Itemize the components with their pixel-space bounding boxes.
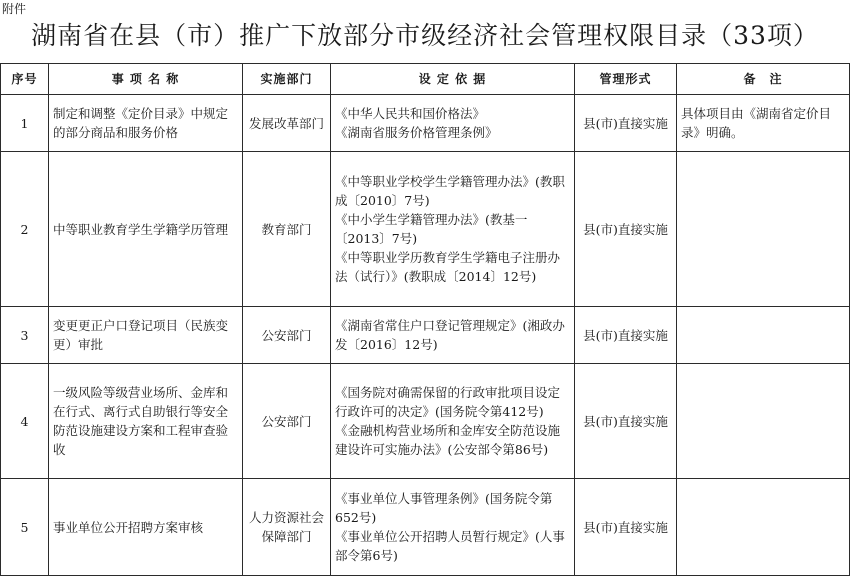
table-row	[1, 307, 850, 364]
legal-basis	[331, 364, 575, 479]
header-dept: 实施部门	[243, 64, 331, 95]
row-number: 1	[1, 95, 49, 152]
header-note: 备 注	[677, 64, 850, 95]
legal-basis	[331, 307, 575, 364]
item-name: 事业单位公开招聘方案审核	[49, 479, 243, 576]
basis-line: 《事业单位公开招聘人员暂行规定》(人事部令第6号)	[335, 529, 565, 563]
basis-line: 《湖南省服务价格管理条例》	[335, 125, 498, 140]
header-mode: 管理形式	[575, 64, 677, 95]
legal-basis	[331, 95, 575, 152]
implementing-department: 公安部门	[243, 364, 331, 479]
attachment-label: 附件	[2, 2, 27, 16]
header-basis: 设 定 依 据	[331, 64, 575, 95]
implementing-department: 人力资源社会保障部门	[243, 479, 331, 576]
remark	[677, 152, 850, 307]
basis-line: 《金融机构营业场所和金库安全防范设施建设许可实施办法》(公安部令第86号)	[335, 423, 561, 457]
basis-line: 《中等职业学校学生学籍管理办法》(教职成〔2010〕7号)	[335, 174, 565, 208]
row-number: 3	[1, 307, 49, 364]
item-name: 一级风险等级营业场所、金库和在行式、离行式自助银行等安全防范设施建设方案和工程审查验收	[49, 364, 243, 479]
remark	[677, 364, 850, 479]
table-row	[1, 152, 850, 307]
catalog-table	[0, 63, 850, 576]
header-no: 序号	[1, 64, 49, 95]
table-header-row	[1, 64, 850, 95]
legal-basis	[331, 152, 575, 307]
legal-basis	[331, 479, 575, 576]
basis-line: 《中小学生学籍管理办法》(教基一〔2013〕7号)	[335, 212, 528, 246]
management-mode: 县(市)直接实施	[575, 479, 677, 576]
basis-line: 《中华人民共和国价格法》	[335, 106, 486, 121]
management-mode: 县(市)直接实施	[575, 95, 677, 152]
item-name: 变更更正户口登记项目（民族变更）审批	[49, 307, 243, 364]
basis-line: 《国务院对确需保留的行政审批项目设定行政许可的决定》(国务院令第412号)	[335, 385, 561, 419]
table-row	[1, 364, 850, 479]
row-number: 2	[1, 152, 49, 307]
implementing-department: 教育部门	[243, 152, 331, 307]
management-mode: 县(市)直接实施	[575, 307, 677, 364]
table-row	[1, 479, 850, 576]
implementing-department: 发展改革部门	[243, 95, 331, 152]
item-name: 制定和调整《定价目录》中规定的部分商品和服务价格	[49, 95, 243, 152]
remark: 具体项目由《湖南省定价目录》明确。	[677, 95, 850, 152]
header-item: 事 项 名 称	[49, 64, 243, 95]
basis-line: 《事业单位人事管理条例》(国务院令第652号)	[335, 491, 553, 525]
basis-line: 《中等职业学历教育学生学籍电子注册办法（试行）》(教职成〔2014〕12号)	[335, 250, 561, 284]
row-number: 5	[1, 479, 49, 576]
document-title: 湖南省在县（市）推广下放部分市级经济社会管理权限目录（33项）	[31, 21, 819, 50]
item-name: 中等职业教育学生学籍学历管理	[49, 152, 243, 307]
management-mode: 县(市)直接实施	[575, 152, 677, 307]
remark	[677, 307, 850, 364]
management-mode: 县(市)直接实施	[575, 364, 677, 479]
remark	[677, 479, 850, 576]
basis-line: 《湖南省常住户口登记管理规定》(湘政办发〔2016〕12号)	[335, 318, 565, 352]
table-row	[1, 95, 850, 152]
implementing-department: 公安部门	[243, 307, 331, 364]
row-number: 4	[1, 364, 49, 479]
